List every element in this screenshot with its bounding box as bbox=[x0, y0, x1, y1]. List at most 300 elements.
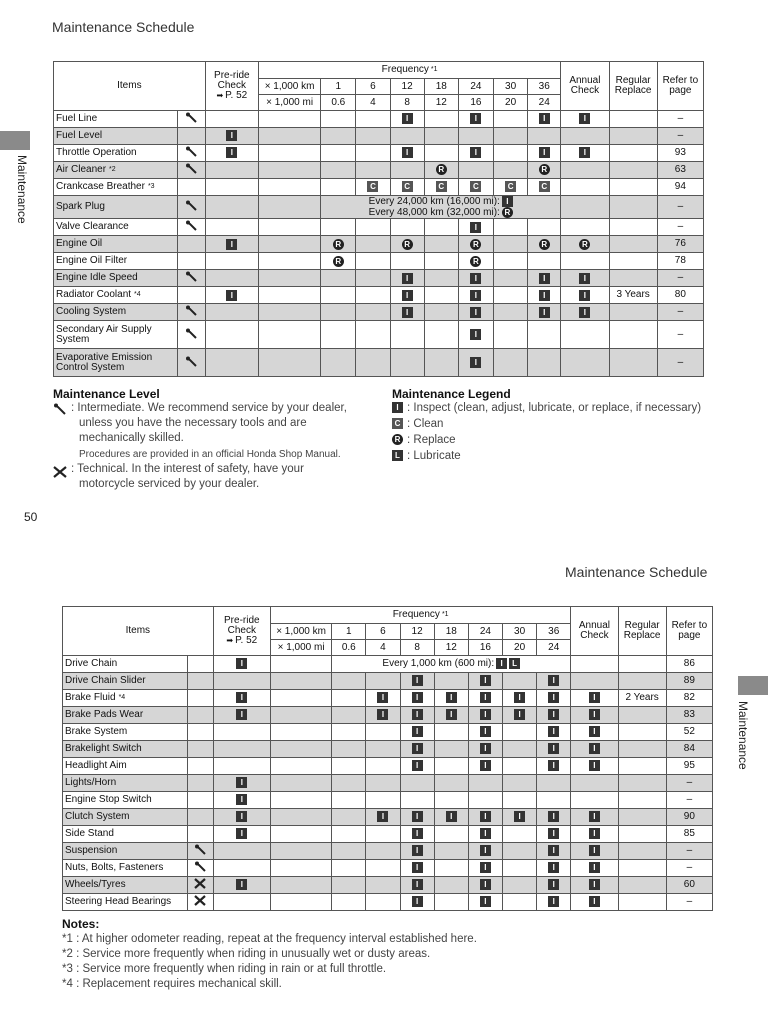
preride-cell bbox=[213, 894, 270, 911]
wrench-icon bbox=[185, 305, 197, 317]
mark-inspect-icon: I bbox=[579, 147, 590, 158]
mark-inspect-icon: I bbox=[236, 828, 247, 839]
item-name-line: Spark Plug bbox=[56, 201, 105, 213]
interval-cell bbox=[332, 707, 366, 724]
interval-cell bbox=[366, 690, 400, 707]
interval-cell bbox=[458, 128, 493, 145]
interval-cell bbox=[424, 321, 458, 349]
refer-page-cell: – bbox=[666, 843, 712, 860]
mark-inspect-icon: I bbox=[480, 760, 491, 771]
interval-cell bbox=[434, 894, 468, 911]
interval-cell bbox=[537, 809, 571, 826]
interval-cell bbox=[528, 253, 561, 270]
interval-cell bbox=[494, 304, 528, 321]
interval-cell bbox=[366, 792, 400, 809]
col-header-refer-line1: Refer to bbox=[662, 75, 699, 86]
maintenance-level-cell bbox=[177, 145, 205, 162]
annual-cell bbox=[561, 145, 609, 162]
interval-cell bbox=[332, 894, 366, 911]
interval-cell bbox=[503, 860, 537, 877]
table-row bbox=[54, 321, 704, 349]
item-name bbox=[63, 741, 188, 758]
interval-cell bbox=[434, 707, 468, 724]
interval-cell bbox=[321, 287, 356, 304]
maintenance-level-cell bbox=[187, 792, 213, 809]
side-section-label: Maintenance bbox=[15, 155, 29, 224]
interval-cell bbox=[458, 253, 493, 270]
item-name-line: Engine Idle Speed bbox=[56, 272, 138, 284]
table-row bbox=[63, 894, 713, 911]
interval-cell bbox=[332, 877, 366, 894]
interval-cell bbox=[356, 179, 390, 196]
interval-cell bbox=[458, 236, 493, 253]
interval-cell bbox=[494, 349, 528, 377]
level-intermediate-line2: unless you have the necessary tools and are bbox=[79, 417, 307, 429]
interval-cell bbox=[332, 741, 366, 758]
technical-tools-icon bbox=[53, 465, 67, 483]
mark-inspect-icon: I bbox=[402, 113, 413, 124]
km-interval: 30 bbox=[494, 79, 528, 95]
mark-inspect-icon: I bbox=[226, 290, 237, 301]
legend-item bbox=[392, 450, 461, 462]
mi-interval: 20 bbox=[494, 95, 528, 111]
mark-inspect-icon: I bbox=[480, 675, 491, 686]
side-tab-marker bbox=[0, 131, 30, 150]
col-header-frequency bbox=[270, 607, 570, 624]
annual-cell bbox=[571, 741, 618, 758]
mark-inspect-icon: I bbox=[480, 709, 491, 720]
interval-cell bbox=[537, 775, 571, 792]
table-row bbox=[63, 724, 713, 741]
table-row bbox=[63, 809, 713, 826]
refer-page-cell: 60 bbox=[666, 877, 712, 894]
refer-page-cell: – bbox=[657, 128, 703, 145]
maintenance-level-cell bbox=[187, 843, 213, 860]
interval-cell bbox=[424, 287, 458, 304]
interval-cell bbox=[356, 321, 390, 349]
table-header-row bbox=[54, 62, 704, 79]
interval-cell bbox=[321, 128, 356, 145]
mark-inspect-icon: I bbox=[514, 811, 525, 822]
regular-replace-cell bbox=[618, 809, 666, 826]
item-name bbox=[63, 707, 188, 724]
interval-cell bbox=[458, 219, 493, 236]
mark-inspect-icon: I bbox=[539, 273, 550, 284]
regular-replace-cell bbox=[618, 843, 666, 860]
table-row bbox=[63, 741, 713, 758]
preride-line1: Pre-ride bbox=[214, 70, 250, 81]
mark-inspect-icon: I bbox=[548, 811, 559, 822]
km-empty-cell bbox=[258, 219, 320, 236]
interval-cell bbox=[528, 236, 561, 253]
mark-inspect-icon: I bbox=[579, 273, 590, 284]
item-name bbox=[63, 758, 188, 775]
interval-cell bbox=[468, 673, 502, 690]
annual-cell bbox=[571, 826, 618, 843]
regular-replace-cell bbox=[609, 145, 657, 162]
item-name-line: Brake System bbox=[65, 726, 128, 737]
interval-span-line bbox=[321, 196, 560, 207]
km-unit-label: × 1,000 km bbox=[270, 624, 331, 640]
col-header-regular bbox=[609, 62, 657, 111]
regular-replace-cell bbox=[618, 741, 666, 758]
table-row bbox=[54, 179, 704, 196]
refer-page-cell: – bbox=[666, 860, 712, 877]
interval-cell bbox=[468, 860, 502, 877]
preride-cell bbox=[213, 775, 270, 792]
interval-cell bbox=[356, 111, 390, 128]
item-name-line: Nuts, Bolts, Fasteners bbox=[65, 862, 164, 873]
interval-cell bbox=[494, 179, 528, 196]
mark-inspect-icon: I bbox=[514, 709, 525, 720]
annual-cell bbox=[571, 707, 618, 724]
interval-cell bbox=[434, 843, 468, 860]
mark-inspect-icon: I bbox=[548, 726, 559, 737]
annual-cell bbox=[561, 304, 609, 321]
interval-cell bbox=[528, 321, 561, 349]
mark-inspect-icon: I bbox=[502, 196, 513, 207]
interval-cell bbox=[332, 724, 366, 741]
mark-inspect-icon: I bbox=[480, 743, 491, 754]
regular-replace-cell bbox=[618, 826, 666, 843]
mark-inspect-icon: I bbox=[589, 845, 600, 856]
mark-inspect-icon: I bbox=[548, 709, 559, 720]
interval-span-text: Every 48,000 km (32,000 mi): bbox=[368, 207, 500, 219]
mark-inspect-icon: I bbox=[480, 879, 491, 890]
mark-inspect-icon: I bbox=[589, 726, 600, 737]
km-interval: 36 bbox=[528, 79, 561, 95]
km-empty-cell bbox=[270, 775, 331, 792]
preride-cell bbox=[205, 270, 258, 287]
mi-interval: 24 bbox=[528, 95, 561, 111]
regular-replace-cell bbox=[609, 349, 657, 377]
km-empty-cell bbox=[270, 877, 331, 894]
interval-cell bbox=[390, 111, 424, 128]
col-header-regular-line2: Replace bbox=[614, 85, 652, 96]
table-row bbox=[54, 219, 704, 236]
maintenance-level-cell bbox=[187, 707, 213, 724]
interval-cell bbox=[494, 162, 528, 179]
interval-cell bbox=[321, 111, 356, 128]
col-header-refer bbox=[657, 62, 703, 111]
legend-text: : Clean bbox=[407, 418, 444, 430]
interval-cell bbox=[366, 707, 400, 724]
interval-cell bbox=[400, 894, 434, 911]
item-name bbox=[54, 253, 178, 270]
annual-cell bbox=[571, 860, 618, 877]
mark-inspect-icon: I bbox=[402, 147, 413, 158]
item-name bbox=[63, 809, 188, 826]
item-name-line: Fuel Line bbox=[56, 113, 98, 124]
interval-cell bbox=[537, 690, 571, 707]
interval-cell bbox=[458, 321, 493, 349]
table-row bbox=[63, 673, 713, 690]
wrench-icon bbox=[185, 112, 197, 124]
table-row bbox=[54, 349, 704, 377]
interval-cell bbox=[424, 236, 458, 253]
mark-inspect-icon: I bbox=[548, 743, 559, 754]
annual-cell bbox=[571, 843, 618, 860]
mark-inspect-icon: I bbox=[446, 811, 457, 822]
mi-unit-label: × 1,000 mi bbox=[258, 95, 320, 111]
interval-cell bbox=[494, 145, 528, 162]
interval-cell bbox=[366, 843, 400, 860]
annual-cell bbox=[571, 894, 618, 911]
legend-text: : Replace bbox=[407, 434, 456, 446]
interval-cell bbox=[400, 690, 434, 707]
table-row bbox=[63, 775, 713, 792]
interval-cell bbox=[494, 287, 528, 304]
maintenance-level-cell bbox=[187, 724, 213, 741]
maintenance-level-cell bbox=[177, 287, 205, 304]
mark-inspect-icon: I bbox=[412, 726, 423, 737]
annual-cell bbox=[561, 253, 609, 270]
item-name bbox=[54, 219, 178, 236]
mark-inspect-icon: I bbox=[579, 113, 590, 124]
regular-replace-cell bbox=[618, 673, 666, 690]
maintenance-level-cell bbox=[177, 111, 205, 128]
col-header-regular-line2: Replace bbox=[623, 630, 661, 641]
regular-replace-cell bbox=[618, 877, 666, 894]
preride-cell bbox=[205, 196, 258, 219]
interval-cell bbox=[468, 877, 502, 894]
interval-cell bbox=[468, 724, 502, 741]
mark-inspect-icon: I bbox=[589, 709, 600, 720]
col-header-items: Items bbox=[63, 607, 214, 656]
mark-inspect-icon: I bbox=[236, 777, 247, 788]
maintenance-level-cell bbox=[187, 673, 213, 690]
mark-inspect-icon: I bbox=[470, 222, 481, 233]
interval-cell bbox=[400, 809, 434, 826]
interval-cell bbox=[400, 843, 434, 860]
maintenance-table-engine bbox=[53, 61, 704, 377]
refer-page-cell: 84 bbox=[666, 741, 712, 758]
mark-replace-icon: R bbox=[539, 239, 550, 250]
interval-cell bbox=[321, 270, 356, 287]
km-interval: 36 bbox=[537, 624, 571, 640]
maintenance-legend-title: Maintenance Legend bbox=[392, 387, 511, 401]
interval-cell bbox=[503, 673, 537, 690]
item-name-line: Brakelight Switch bbox=[65, 743, 142, 754]
interval-cell bbox=[528, 287, 561, 304]
col-header-refer bbox=[666, 607, 712, 656]
item-name-line: Engine Stop Switch bbox=[65, 794, 152, 805]
interval-cell bbox=[424, 270, 458, 287]
interval-cell bbox=[332, 758, 366, 775]
annual-cell bbox=[571, 724, 618, 741]
mark-inspect-icon: I bbox=[589, 760, 600, 771]
preride-cell bbox=[205, 304, 258, 321]
item-name-line: Steering Head Bearings bbox=[65, 896, 172, 907]
interval-cell bbox=[468, 690, 502, 707]
regular-replace-cell bbox=[609, 179, 657, 196]
interval-cell bbox=[321, 162, 356, 179]
mark-inspect-icon: I bbox=[412, 743, 423, 754]
refer-page-cell: – bbox=[657, 321, 703, 349]
mark-inspect-icon: I bbox=[548, 828, 559, 839]
interval-cell bbox=[390, 236, 424, 253]
preride-cell bbox=[205, 162, 258, 179]
col-header-annual bbox=[561, 62, 609, 111]
km-empty-cell bbox=[258, 162, 320, 179]
refer-page-cell: 63 bbox=[657, 162, 703, 179]
interval-cell bbox=[321, 253, 356, 270]
interval-cell bbox=[458, 111, 493, 128]
item-name-line: Secondary Air Supply bbox=[56, 323, 152, 335]
mark-inspect-icon: I bbox=[539, 307, 550, 318]
interval-cell bbox=[434, 673, 468, 690]
km-unit-label: × 1,000 km bbox=[258, 79, 320, 95]
regular-replace-cell bbox=[609, 304, 657, 321]
mark-inspect-icon: I bbox=[412, 811, 423, 822]
mark-inspect-icon: I bbox=[402, 307, 413, 318]
interval-cell bbox=[366, 809, 400, 826]
mark-inspect-icon: I bbox=[412, 828, 423, 839]
interval-cell bbox=[366, 860, 400, 877]
interval-cell bbox=[503, 826, 537, 843]
regular-replace-cell bbox=[609, 128, 657, 145]
interval-cell bbox=[366, 724, 400, 741]
regular-replace-text: 2 Years bbox=[625, 692, 659, 703]
interval-cell bbox=[434, 826, 468, 843]
interval-cell bbox=[356, 304, 390, 321]
legend-text: : Lubricate bbox=[407, 450, 461, 462]
wrench-icon bbox=[185, 220, 197, 232]
table-row bbox=[63, 826, 713, 843]
interval-cell bbox=[528, 128, 561, 145]
interval-cell bbox=[332, 690, 366, 707]
km-empty-cell bbox=[258, 236, 320, 253]
item-name-line: Fuel Level bbox=[56, 130, 103, 141]
maintenance-level-cell bbox=[187, 741, 213, 758]
mark-inspect-icon: I bbox=[514, 692, 525, 703]
interval-cell bbox=[503, 707, 537, 724]
mark-inspect-icon: I bbox=[480, 811, 491, 822]
interval-cell bbox=[503, 758, 537, 775]
regular-replace-cell bbox=[609, 321, 657, 349]
interval-cell bbox=[468, 775, 502, 792]
annual-cell bbox=[561, 349, 609, 377]
km-empty-cell bbox=[270, 707, 331, 724]
item-name bbox=[63, 843, 188, 860]
mark-clean-icon: C bbox=[367, 181, 378, 192]
preride-cell bbox=[213, 707, 270, 724]
preride-cell bbox=[205, 219, 258, 236]
km-empty-cell bbox=[258, 321, 320, 349]
mark-clean-icon: C bbox=[470, 181, 481, 192]
mark-inspect-icon: I bbox=[539, 290, 550, 301]
legend-item bbox=[392, 402, 701, 414]
mark-inspect-icon: I bbox=[548, 862, 559, 873]
annual-cell bbox=[571, 673, 618, 690]
preride-line2: Check bbox=[227, 625, 256, 636]
interval-cell bbox=[332, 673, 366, 690]
mark-inspect-icon: I bbox=[548, 675, 559, 686]
mark-inspect-icon: I bbox=[377, 811, 388, 822]
mi-interval: 0.6 bbox=[332, 640, 366, 656]
interval-cell bbox=[528, 349, 561, 377]
interval-cell bbox=[528, 145, 561, 162]
table-row bbox=[63, 860, 713, 877]
interval-cell bbox=[321, 219, 356, 236]
mark-inspect-icon: I bbox=[377, 692, 388, 703]
annual-cell bbox=[571, 758, 618, 775]
mark-inspect-icon: I bbox=[480, 692, 491, 703]
preride-cell bbox=[205, 253, 258, 270]
interval-cell bbox=[390, 304, 424, 321]
interval-cell bbox=[458, 349, 493, 377]
mark-lubricate-icon: L bbox=[509, 658, 520, 669]
interval-cell bbox=[390, 162, 424, 179]
annual-cell bbox=[571, 809, 618, 826]
refer-page-cell: 89 bbox=[666, 673, 712, 690]
refer-page-cell: 90 bbox=[666, 809, 712, 826]
km-empty-cell bbox=[270, 656, 331, 673]
mark-inspect-icon: I bbox=[226, 239, 237, 250]
maintenance-level-cell bbox=[187, 758, 213, 775]
mark-replace-icon: R bbox=[436, 164, 447, 175]
mark-inspect-icon: I bbox=[446, 709, 457, 720]
interval-span-text: Every 24,000 km (16,000 mi): bbox=[368, 196, 500, 208]
mark-inspect-icon: I bbox=[496, 658, 507, 669]
mark-inspect-icon: I bbox=[470, 329, 481, 340]
interval-cell bbox=[332, 843, 366, 860]
annual-cell bbox=[561, 321, 609, 349]
mark-inspect-icon: I bbox=[548, 760, 559, 771]
level-technical-line2: motorcycle serviced by your dealer. bbox=[79, 478, 260, 490]
interval-cell bbox=[494, 253, 528, 270]
km-empty-cell bbox=[270, 792, 331, 809]
regular-replace-cell bbox=[618, 724, 666, 741]
wrench-icon bbox=[185, 356, 197, 368]
mi-interval: 16 bbox=[458, 95, 493, 111]
item-name-line: Side Stand bbox=[65, 828, 114, 839]
item-name-line: Engine Oil Filter bbox=[56, 255, 128, 267]
maintenance-level-cell bbox=[177, 179, 205, 196]
interval-cell bbox=[400, 826, 434, 843]
interval-cell bbox=[390, 349, 424, 377]
refer-page-cell: 78 bbox=[657, 253, 703, 270]
interval-cell bbox=[468, 843, 502, 860]
interval-cell bbox=[537, 741, 571, 758]
maintenance-table-chassis bbox=[62, 606, 713, 911]
maintenance-level-cell bbox=[177, 162, 205, 179]
refer-page-cell: – bbox=[657, 196, 703, 219]
interval-cell bbox=[400, 673, 434, 690]
note-1: *1 : At higher odometer reading, repeat at the frequency interval established here. bbox=[62, 933, 477, 945]
interval-cell bbox=[424, 349, 458, 377]
interval-cell bbox=[537, 758, 571, 775]
interval-cell bbox=[468, 894, 502, 911]
wrench-icon bbox=[194, 861, 206, 873]
table-row bbox=[54, 236, 704, 253]
level-procedures-note: Procedures are provided in an official Honda Shop Manual. bbox=[79, 449, 341, 460]
interval-cell bbox=[400, 877, 434, 894]
interval-cell bbox=[400, 758, 434, 775]
annual-cell bbox=[561, 111, 609, 128]
preride-line2: Check bbox=[217, 80, 246, 91]
interval-cell bbox=[503, 843, 537, 860]
page-title-bottom: Maintenance Schedule bbox=[565, 564, 708, 580]
regular-replace-cell bbox=[618, 894, 666, 911]
interval-cell bbox=[537, 724, 571, 741]
maintenance-level-cell bbox=[187, 877, 213, 894]
item-note-ref: *2 bbox=[109, 166, 116, 173]
interval-cell bbox=[366, 877, 400, 894]
km-empty-cell bbox=[270, 741, 331, 758]
item-name-line: Suspension bbox=[65, 845, 118, 856]
mark-inspect-icon: I bbox=[480, 862, 491, 873]
